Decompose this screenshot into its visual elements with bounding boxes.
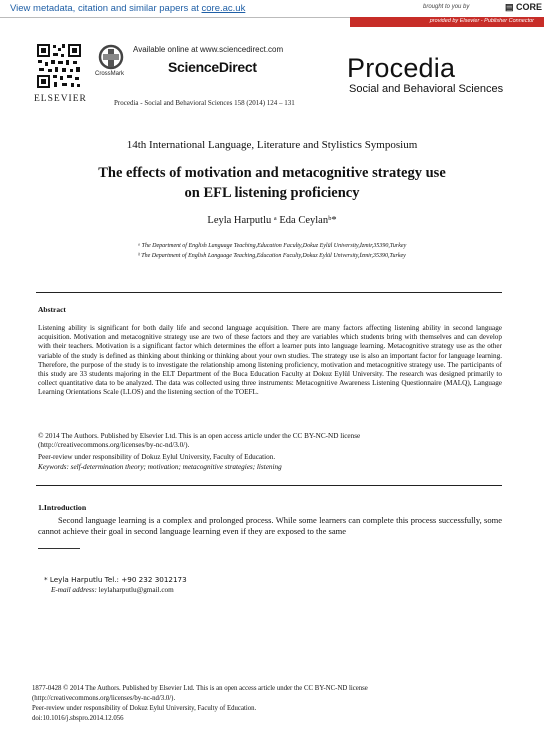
procedia-logo: Procedia: [347, 53, 456, 83]
crossmark-icon[interactable]: [96, 44, 126, 74]
peer-review-note: Peer-review under responsibility of Dokuz Eylul University, Faculty of Education.: [38, 453, 276, 461]
crossmark-label: CrossMark: [95, 71, 125, 77]
title-line-1: The effects of motivation and metacognitive strategy use: [98, 165, 446, 181]
sciencedirect-logo: ScienceDirect: [168, 59, 257, 75]
symposium-name: 14th International Language, Literature and Stylistics Symposium: [126, 139, 418, 151]
available-online-text: Available online at www.sciencedirect.com: [133, 45, 284, 54]
paper-title: [30, 163, 514, 203]
core-domain-link[interactable]: core.ac.uk: [201, 3, 246, 14]
brought-to-you-label: brought to you by: [423, 4, 470, 10]
affiliation-b: ᵇ The Department of English Language Teaching,Education Faculty,Dokuz Eylül University,İzmir,35390,Turkey: [138, 253, 406, 259]
keywords: Keywords: self-determination theory; motivation; metacognitive strategies; listening: [38, 463, 282, 471]
doi[interactable]: doi:10.1016/j.sbspro.2014.12.056: [32, 715, 124, 722]
copyright-line-1: © 2014 The Authors. Published by Elsevier Ltd. This is an open access article under the CC BY-NC-ND license: [38, 432, 361, 440]
footnote-tel: * Leyla Harputlu Tel.: +90 232 3012173: [44, 575, 187, 584]
abstract-copyright: [38, 432, 502, 450]
qr-code-icon: [36, 43, 82, 89]
bottom-license-link[interactable]: (http://creativecommons.org/licenses/by-nc-nd/3.0/).: [32, 695, 176, 702]
issn-copyright: 1877-0428 © 2014 The Authors. Published by Elsevier Ltd. This is an open access article under the CC BY-NC-ND license: [32, 685, 368, 692]
intro-heading: 1.Introduction: [38, 503, 87, 512]
abstract-heading: Abstract: [38, 305, 66, 314]
title-line-2: on EFL listening proficiency: [184, 185, 360, 201]
core-logo[interactable]: ▤ CORE: [505, 2, 543, 12]
core-icon: ▤: [505, 2, 514, 12]
bottom-peer-review: Peer-review under responsibility of Dokuz Eylul University, Faculty of Education.: [32, 705, 257, 712]
procedia-subtitle: Social and Behavioral Sciences: [349, 83, 504, 95]
affiliation-a: ᵃ The Department of English Language Teaching,Education Faculty,Dokuz Eylül University,İzmir,35390,Turkey: [137, 243, 407, 249]
footnote-email: E-mail address: leylaharputlu@gmail.com: [51, 586, 174, 594]
journal-reference: Procedia - Social and Behavioral Sciences 158 (2014) 124 – 131: [114, 99, 295, 107]
metadata-link[interactable]: View metadata, citation and similar papers at core.ac.uk: [10, 3, 246, 14]
abstract-bottom-rule: [36, 485, 502, 486]
abstract-top-rule: [36, 292, 502, 293]
email-link[interactable]: leylaharputlu@gmail.com: [96, 586, 174, 594]
publisher-logo: ELSEVIER: [34, 94, 87, 104]
footnote-rule: [38, 548, 80, 549]
intro-text: Second language learning is a complex and prolonged process. While some learners can complete this process successfully, some cannot achieve their goal in second language learning even if they are exposed to the same: [38, 515, 502, 536]
abstract-text: Listening ability is significant for both daily life and second language acquisition. There are many factors affecting listening ability in second language acquisition. Motivation and metacognitive strategy use are two of these factors and they are variables which students bring with themselves and can develop with their teachers. Motivation is a significant factor which determines the effort a learner puts into language learning. Metacognitive strategy use as the other variable of the study is defined as thinking about thinking or thinking about your own studies. The strategy use is also an important factor for language learning. Therefore, the purpose of the study is to investigate the relationship among listening proficiency, motivation and metacognitive strategy use. The participants of this study are 33 students majoring in the ELT Department of the Buca Education Faculty at Dokuz Eylül University. The research was designed primarily to collect quantitative data to be analyzed. The data was collected using three instruments: Metacognitive Awareness Listening Questionnaire (MALQ), Language Learning Orientations Scale (LLOS) and the listening section of the TOEFL.: [38, 324, 502, 397]
license-link[interactable]: (http://creativecommons.org/licenses/by-nc-nd/3.0/).: [38, 441, 190, 450]
provider-label: provided by Elsevier - Publisher Connector: [429, 18, 534, 24]
author-list: Leyla Harputlu ᵃ Eda Ceylanᵇ*: [207, 215, 337, 226]
